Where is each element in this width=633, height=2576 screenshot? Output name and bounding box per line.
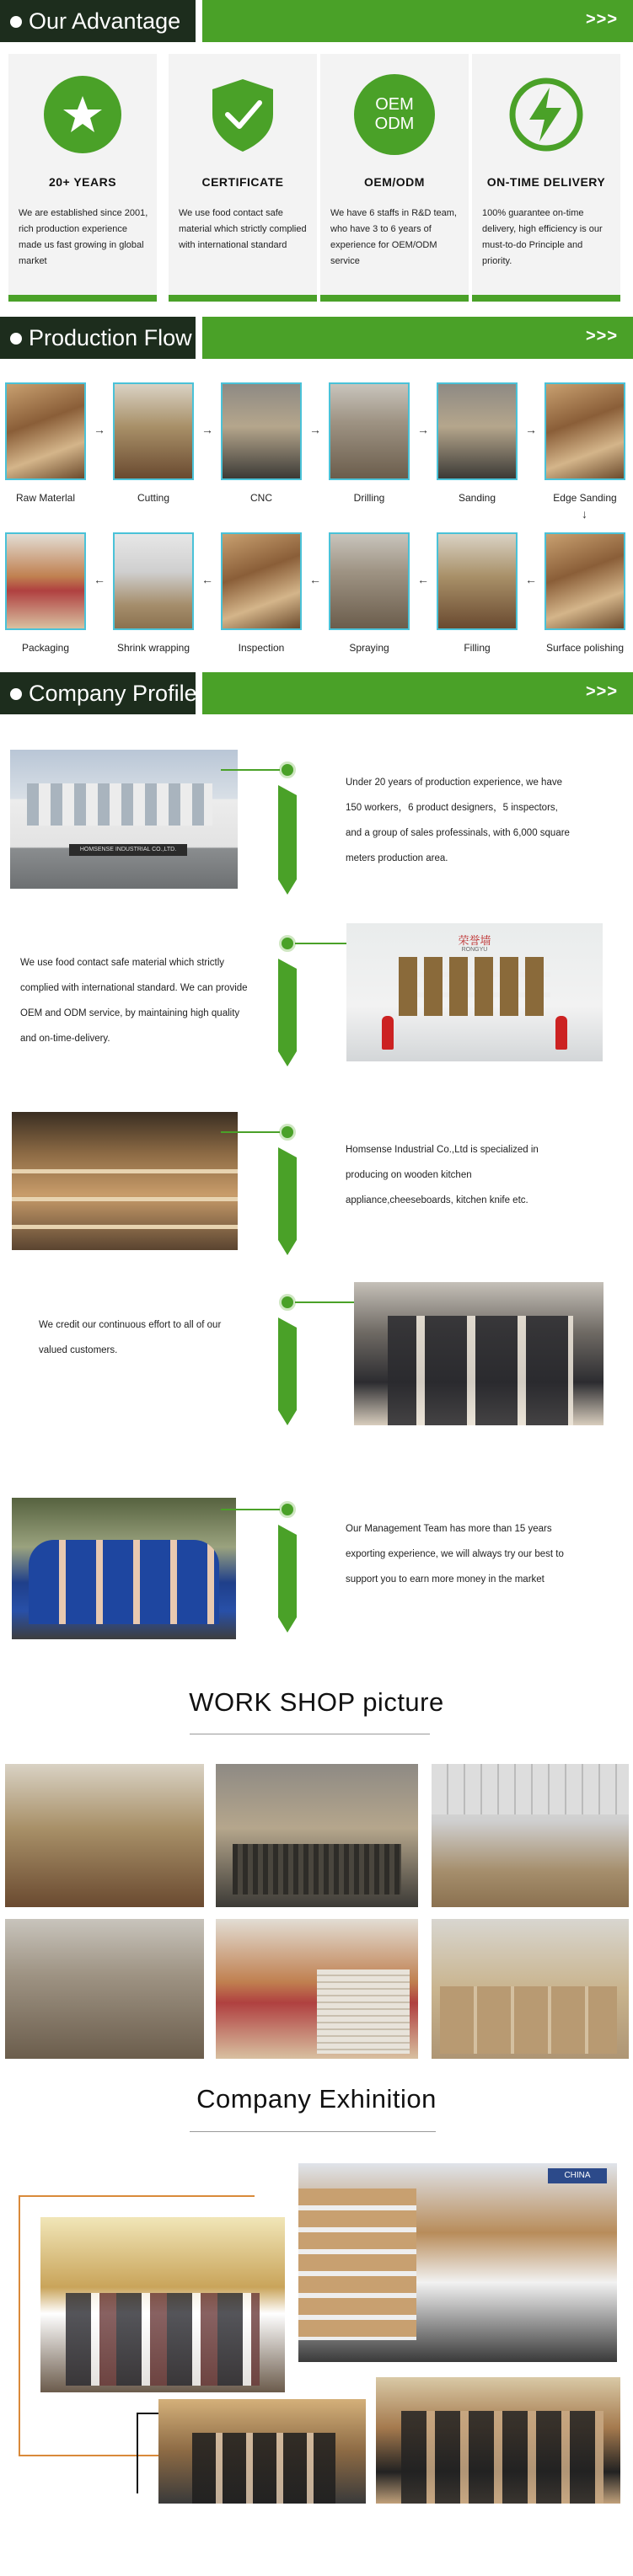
bullet-dot-icon	[10, 688, 22, 700]
flow-photo-spraying	[329, 532, 410, 630]
flow-photo-cnc	[221, 382, 302, 480]
advantage-title-delivery: ON-TIME DELIVERY	[486, 175, 606, 189]
workshop-photo-6	[432, 1919, 629, 2059]
flow-label-drilling: Drilling	[353, 492, 385, 504]
flow-photo-cutting	[113, 382, 194, 480]
flow-label-shrink-wrapping: Shrink wrapping	[116, 642, 190, 654]
arrow-right-icon: →	[417, 423, 429, 436]
flow-title: Production Flow	[29, 325, 192, 350]
timeline-arrow-bar	[278, 1147, 297, 1255]
expo-sign: CHINA	[548, 2168, 607, 2183]
timeline-arrow-bar	[278, 959, 297, 1066]
banner-green-block	[202, 317, 633, 359]
flow-more-link[interactable]: >>>	[585, 327, 618, 345]
workshop-photo-5	[216, 1919, 418, 2059]
fire-extinguisher-left	[382, 1016, 394, 1050]
flow-label-cutting: Cutting	[137, 492, 170, 504]
advantage-title: Our Advantage	[29, 8, 181, 34]
advantage-text-oem: We have 6 staffs in R&D team, who have 3 to 6 years of experience for OEM/ODM service	[330, 208, 457, 266]
advantage-text-certificate: We use food contact safe material which strictly complied with international standard	[179, 208, 307, 250]
factory-windows	[27, 783, 212, 826]
advantage-title-oem: OEM/ODM	[364, 175, 425, 189]
flow-label-raw-material: Raw Materlal	[15, 492, 76, 504]
workshop-photo-2	[216, 1764, 418, 1907]
stacked-boards	[317, 1969, 410, 2054]
certificate-frames	[399, 957, 550, 1016]
flow-photo-drilling	[329, 382, 410, 480]
flow-photo-raw-material	[5, 382, 86, 480]
customer-figures	[388, 1316, 573, 1425]
exhibition-heading: Company Exhinition	[196, 2084, 437, 2114]
flow-photo-sanding	[437, 382, 518, 480]
advantage-title-years: 20+ YEARS	[48, 175, 117, 189]
profile-text-4: We credit our continuous effort to all of our valued customers.	[39, 1320, 222, 1355]
flow-photo-filling	[437, 532, 518, 630]
advantage-more-link[interactable]: >>>	[585, 10, 618, 29]
advantage-card-delivery	[472, 54, 620, 302]
exhibition-photo-4	[376, 2377, 620, 2504]
timeline-connector	[221, 769, 280, 771]
exhibition-heading-rule	[190, 2131, 436, 2132]
exhibition-frame-orange-top	[19, 2195, 255, 2197]
arrow-right-icon: →	[201, 423, 213, 436]
arrow-right-icon: →	[94, 423, 105, 436]
profile-photo-factory	[10, 750, 238, 889]
exhibition-photo-3	[158, 2399, 366, 2504]
flow-label-spraying: Spraying	[349, 642, 389, 654]
honor-wall-subtitle: RONGYU	[461, 947, 488, 953]
arrow-left-icon: ←	[201, 573, 213, 586]
flow-label-edge-sanding: Edge Sanding	[553, 492, 617, 504]
profile-title: Company Profile	[29, 681, 197, 706]
factory-sign: HOMSENSE INDUSTRIAL CO.,LTD.	[69, 844, 187, 856]
flow-banner	[0, 317, 633, 359]
flow-photo-inspection	[221, 532, 302, 630]
fire-extinguisher-right	[555, 1016, 567, 1050]
showroom-shelves	[12, 1146, 238, 1238]
advantage-title-certificate: CERTIFICATE	[201, 175, 284, 189]
advantage-banner	[0, 0, 633, 42]
profile-more-link[interactable]: >>>	[585, 682, 618, 701]
flow-label-filling: Filling	[464, 642, 491, 654]
workshop-photo-4	[5, 1919, 204, 2059]
timeline-node	[279, 1501, 296, 1518]
flow-label-cnc: CNC	[250, 492, 272, 504]
advantage-card-certificate	[169, 54, 317, 302]
exhibition-booth-people	[401, 2411, 603, 2504]
card-bottom-bar	[320, 295, 469, 302]
warehouse-roof	[432, 1764, 629, 1814]
banner-green-block	[202, 0, 633, 42]
timeline-arrow-bar	[278, 1317, 297, 1425]
banner-green-block	[202, 672, 633, 714]
timeline-node	[279, 935, 296, 952]
timeline-arrow-bar	[278, 785, 297, 895]
flow-label-surface-polishing: Surface polishing	[545, 642, 625, 654]
workshop-photo-1	[5, 1764, 204, 1907]
arrow-down-icon: ↓	[582, 507, 587, 521]
exhibition-frame-black	[137, 2413, 138, 2493]
profile-title-wrap	[10, 681, 197, 707]
advantage-card-years	[8, 54, 157, 302]
arrow-right-icon: →	[525, 423, 537, 436]
profile-banner	[0, 672, 633, 714]
flow-photo-shrink-wrapping	[113, 532, 194, 630]
profile-text-5: Our Management Team has more than 15 years exporting experience, we will always try our best to support you to earn more money in the market	[346, 1524, 564, 1585]
profile-text-3: Homsense Industrial Co.,Ltd is specialized in producing on wooden kitchen appliance,cheeseboards, kitchen knife etc.	[346, 1145, 539, 1205]
timeline-connector	[221, 1131, 280, 1133]
arrow-left-icon: ←	[417, 573, 429, 586]
timeline-connector	[221, 1509, 280, 1510]
expo-shelves	[298, 2189, 416, 2340]
card-bottom-bar	[169, 295, 317, 302]
profile-photo-honor-wall	[346, 923, 603, 1061]
card-bottom-bar	[8, 295, 157, 302]
lightning-icon	[506, 74, 587, 155]
arrow-left-icon: ←	[309, 573, 321, 586]
advantage-title-wrap	[10, 8, 180, 35]
flow-photo-packaging	[5, 532, 86, 630]
profile-photo-showroom	[12, 1112, 238, 1250]
arrow-left-icon: ←	[525, 573, 537, 586]
oem-odm-icon-text: OEM ODM	[374, 95, 415, 133]
star-icon	[42, 74, 123, 155]
profile-text-1: Under 20 years of production experience, we have 150 workers，6 product designers，5 inspectors, and a group of sales professinals, with 6,000 square meters production area.	[346, 778, 570, 863]
honor-wall-title: 荣誉墙	[458, 934, 491, 947]
timeline-arrow-bar	[278, 1525, 297, 1633]
exhibition-photo-1	[40, 2217, 285, 2392]
flow-label-inspection: Inspection	[238, 642, 285, 654]
bullet-dot-icon	[10, 333, 22, 345]
bullet-dot-icon	[10, 16, 22, 28]
arrow-right-icon: →	[309, 423, 321, 436]
timeline-node	[279, 762, 296, 778]
flow-photo-surface-polishing	[544, 532, 625, 630]
profile-photo-team	[12, 1498, 236, 1639]
advantage-text-years: We are established since 2001, rich production experience made us fast growing in global market	[19, 208, 148, 266]
card-bottom-bar	[472, 295, 620, 302]
flow-label-sanding: Sanding	[458, 492, 496, 504]
flow-photo-edge-sanding	[544, 382, 625, 480]
flow-label-packaging: Packaging	[21, 642, 70, 654]
profile-text-2: We use food contact safe material which strictly complied with international standard. We can provide OEM and ODM service, by maintaining high quality and on-time-delivery.	[20, 958, 248, 1044]
exhibition-photo-2	[298, 2163, 617, 2362]
timeline-node	[279, 1294, 296, 1311]
oem-odm-icon	[354, 74, 435, 155]
flow-title-wrap	[10, 325, 192, 351]
stacked-cartons	[440, 1986, 617, 2054]
advantage-text-delivery: 100% guarantee on-time delivery, high efficiency is our must-to-do Principle and priority.	[482, 208, 603, 266]
timeline-node	[279, 1124, 296, 1141]
arrow-left-icon: ←	[94, 573, 105, 586]
advantage-card-oem	[320, 54, 469, 302]
workshop-photo-3	[432, 1764, 629, 1907]
team-figures	[29, 1540, 219, 1624]
exhibition-people	[192, 2433, 335, 2504]
shield-check-icon	[202, 74, 283, 155]
exhibition-table-people	[66, 2293, 260, 2386]
workshop-heading: WORK SHOP picture	[189, 1687, 444, 1717]
profile-photo-customers	[354, 1282, 603, 1425]
cnc-bed	[233, 1844, 401, 1895]
